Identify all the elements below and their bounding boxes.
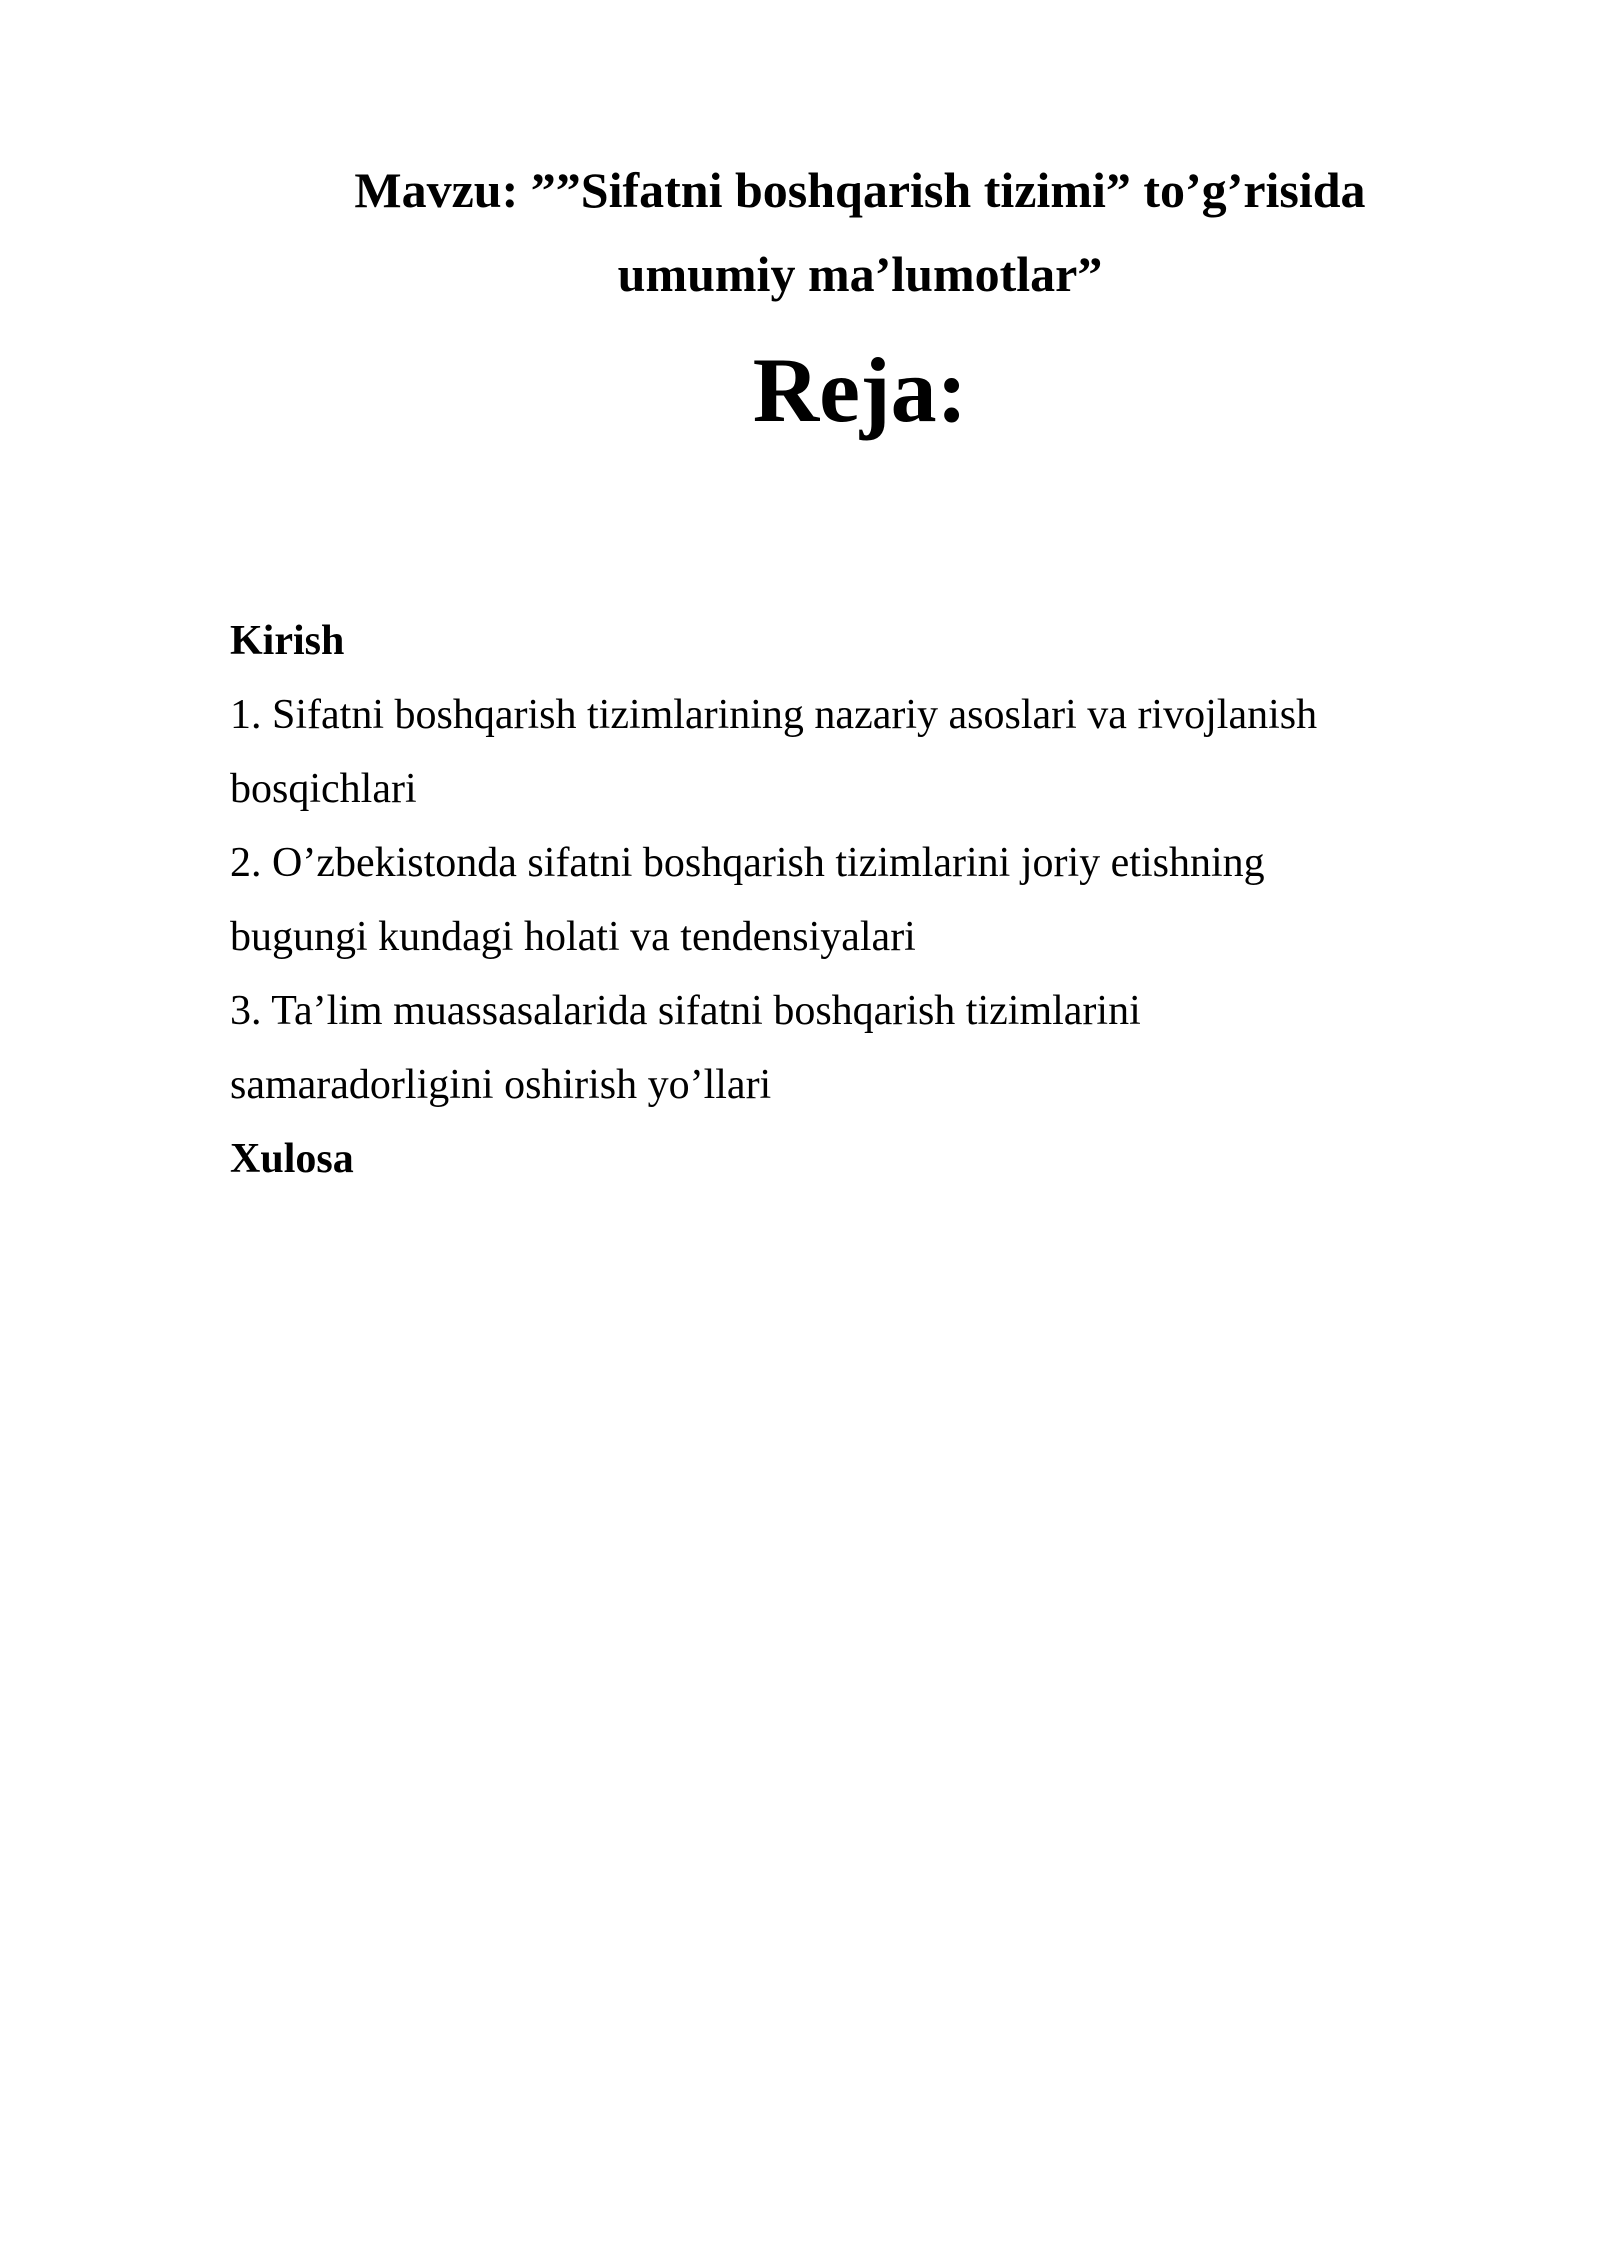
plan-heading: Reja: (752, 339, 968, 441)
topic-title-line-1: Mavzu: ””Sifatni boshqarish tizimi” to’g’risida (354, 162, 1366, 218)
plan-item-3-line-1: 3. Ta’lim muassasalarida sifatni boshqarish tizimlarini (230, 988, 1141, 1034)
plan-item-2-line-2: bugungi kundagi holati va tendensiyalari (230, 914, 916, 960)
plan-item-3-line-2: samaradorligini oshirish yo’llari (230, 1062, 772, 1108)
plan-item-2-line-1: 2. O’zbekistonda sifatni boshqarish tizimlarini joriy etishning (230, 840, 1265, 886)
plan-intro: Kirish (230, 618, 345, 664)
plan-conclusion: Xulosa (230, 1136, 354, 1182)
topic-title-line-2: umumiy ma’lumotlar” (617, 246, 1103, 302)
plan-item-1-line-2: bosqichlari (230, 766, 417, 812)
plan-item-1-line-1: 1. Sifatni boshqarish tizimlarining nazariy asoslari va rivojlanish (230, 692, 1318, 738)
plan-list (230, 604, 1460, 1196)
